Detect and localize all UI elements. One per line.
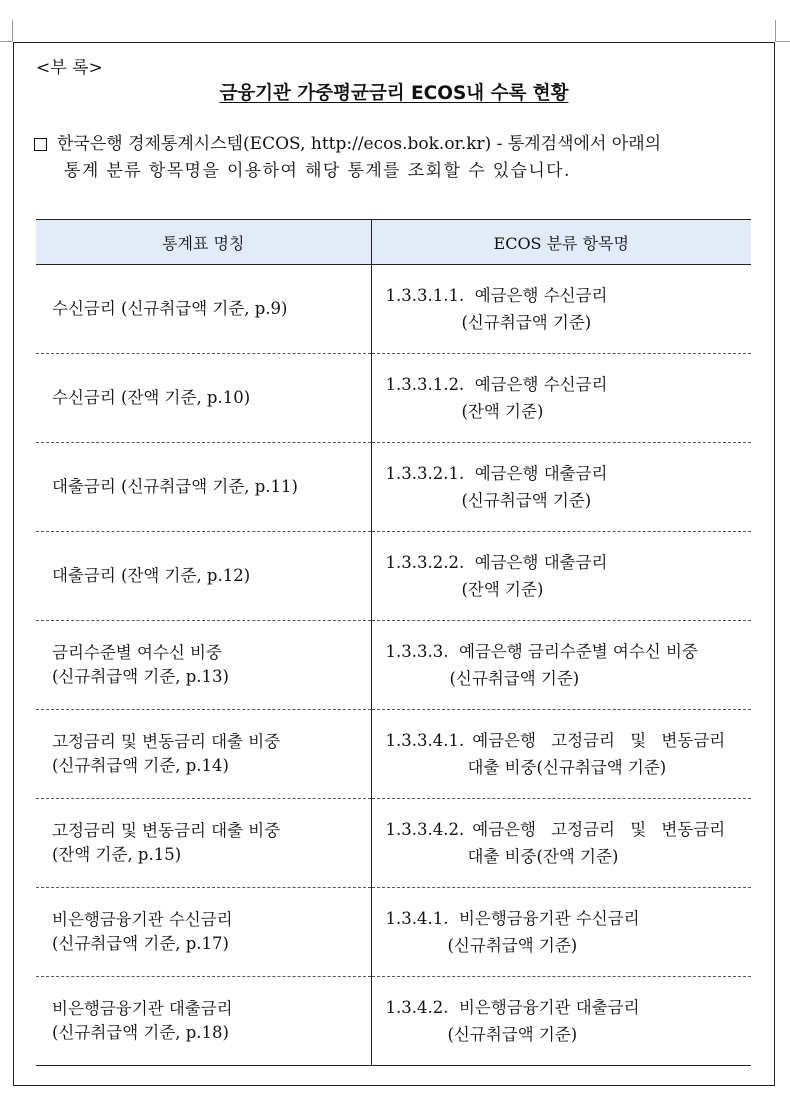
ecos-item-text: 비은행금융기관 대출금리: [458, 998, 640, 1017]
table-row: [36, 621, 751, 710]
ecos-item-text: 예금은행 대출금리: [474, 553, 608, 572]
stat-name-cell: [36, 532, 371, 621]
corner-mark-right-h: [776, 41, 790, 42]
ecos-item-line-2: (신규취급액 기준): [461, 313, 592, 332]
stat-name-line-1: 비은행금융기관 수신금리: [52, 910, 233, 929]
appendix-label: <부 록>: [36, 58, 103, 78]
table-header-row: [36, 220, 751, 265]
ecos-item-cell: [371, 532, 751, 621]
ecos-item-line-1: [386, 371, 752, 398]
header-ecos-item: ECOS 분류 항목명: [371, 220, 751, 265]
ecos-item-text: 예금은행 수신금리: [474, 286, 608, 305]
ecos-item-text: 예금은행 수신금리: [474, 375, 608, 394]
ecos-item-cell: [371, 265, 751, 354]
stat-name-line-1: 비은행금융기관 대출금리: [52, 999, 233, 1018]
stat-name-line-1: 고정금리 및 변동금리 대출 비중: [52, 821, 281, 840]
ecos-item-line-2: (신규취급액 기준): [447, 936, 578, 955]
table-row: [36, 888, 751, 977]
ecos-item-line-1: [386, 549, 752, 576]
ecos-code: 1.3.4.2.: [385, 998, 449, 1017]
ecos-code: 1.3.3.1.2.: [385, 375, 465, 394]
ecos-item-line-1: [386, 994, 752, 1021]
stat-name-line-2: (신규취급액 기준, p.17): [52, 934, 229, 953]
intro-line-1: [34, 131, 769, 158]
intro-paragraph: [34, 131, 769, 185]
ecos-item-cell: [371, 443, 751, 532]
stat-name: 대출금리 (잔액 기준, p.12): [52, 566, 251, 585]
ecos-item-line-1: [386, 727, 752, 754]
ecos-item-line-2: (신규취급액 기준): [449, 669, 580, 688]
table-row: [36, 977, 751, 1066]
stat-name-line-2: (잔액 기준, p.15): [52, 845, 182, 864]
table-row: [36, 532, 751, 621]
ecos-code: 1.3.3.4.2.: [385, 820, 465, 839]
table-row: [36, 710, 751, 799]
ecos-code: 1.3.3.2.2.: [385, 553, 465, 572]
ecos-item-cell: [371, 799, 751, 888]
table-row: [36, 799, 751, 888]
stat-name: 대출금리 (신규취급액 기준, p.11): [52, 477, 298, 496]
ecos-mapping-table: [36, 219, 751, 1066]
ecos-item-line-2: (신규취급액 기준): [461, 491, 592, 510]
stat-name-cell: [36, 354, 371, 443]
ecos-item-line-2: 대출 비중(잔액 기준): [467, 847, 619, 866]
document-title: [14, 79, 774, 105]
checkbox-bullet-icon: [34, 138, 47, 151]
intro-line-1-text: 한국은행 경제통계시스템(ECOS, http://ecos.bok.or.kr) - 통계검색에서 아래의: [57, 134, 662, 154]
corner-mark-left-v: [12, 20, 13, 42]
ecos-item-text: 예금은행 대출금리: [474, 464, 608, 483]
document-title-text: 금융기관 가중평균금리 ECOS내 수록 현황: [219, 83, 569, 104]
stat-name-cell: [36, 888, 371, 977]
stat-name-cell: [36, 977, 371, 1066]
ecos-item-line-1: [386, 460, 752, 487]
stat-name-line-1: 고정금리 및 변동금리 대출 비중: [52, 732, 281, 751]
stat-name: 수신금리 (잔액 기준, p.10): [52, 388, 251, 407]
ecos-item-text: 비은행금융기관 수신금리: [458, 909, 640, 928]
stat-name: 수신금리 (신규취급액 기준, p.9): [52, 299, 288, 318]
ecos-item-cell: [371, 710, 751, 799]
stat-name-cell: [36, 265, 371, 354]
corner-mark-right-v: [775, 20, 776, 42]
table-row: [36, 443, 751, 532]
stat-name-line-2: (신규취급액 기준, p.18): [52, 1023, 229, 1042]
stat-name-line-2: (신규취급액 기준, p.14): [52, 756, 229, 775]
corner-mark-left-h: [0, 41, 12, 42]
ecos-item-cell: [371, 621, 751, 710]
ecos-item-line-1: [386, 282, 752, 309]
stat-name-cell: [36, 621, 371, 710]
header-table-name: 통계표 명칭: [36, 220, 371, 265]
ecos-item-line-2: (잔액 기준): [461, 402, 544, 421]
ecos-item-text: 예금은행 금리수준별 여수신 비중: [458, 642, 698, 661]
ecos-item-line-2: 대출 비중(신규취급액 기준): [467, 758, 667, 777]
ecos-item-line-1: [386, 905, 752, 932]
ecos-item-line-2: (신규취급액 기준): [447, 1025, 578, 1044]
page-frame: [13, 42, 775, 1086]
ecos-item-line-1: [386, 638, 752, 665]
stat-name-line-1: 금리수준별 여수신 비중: [52, 643, 222, 662]
stat-name-cell: [36, 799, 371, 888]
table-row: [36, 354, 751, 443]
ecos-item-line-1: [386, 816, 752, 843]
ecos-item-cell: [371, 354, 751, 443]
ecos-code: 1.3.3.2.1.: [385, 464, 465, 483]
ecos-code: 1.3.3.3.: [385, 642, 449, 661]
ecos-code: 1.3.3.1.1.: [385, 286, 465, 305]
ecos-code: 1.3.3.4.1.: [385, 731, 465, 750]
ecos-item-line-2: (잔액 기준): [461, 580, 544, 599]
ecos-item-text: 예금은행 고정금리 및 변동금리: [472, 820, 726, 839]
stat-name-cell: [36, 443, 371, 532]
ecos-item-cell: [371, 977, 751, 1066]
ecos-code: 1.3.4.1.: [385, 909, 449, 928]
stat-name-line-2: (신규취급액 기준, p.13): [52, 667, 229, 686]
ecos-item-cell: [371, 888, 751, 977]
table-row: [36, 265, 751, 354]
intro-line-2: 통계 분류 항목명을 이용하여 해당 통계를 조회할 수 있습니다.: [64, 161, 571, 181]
stat-name-cell: [36, 710, 371, 799]
ecos-item-text: 예금은행 고정금리 및 변동금리: [472, 731, 726, 750]
